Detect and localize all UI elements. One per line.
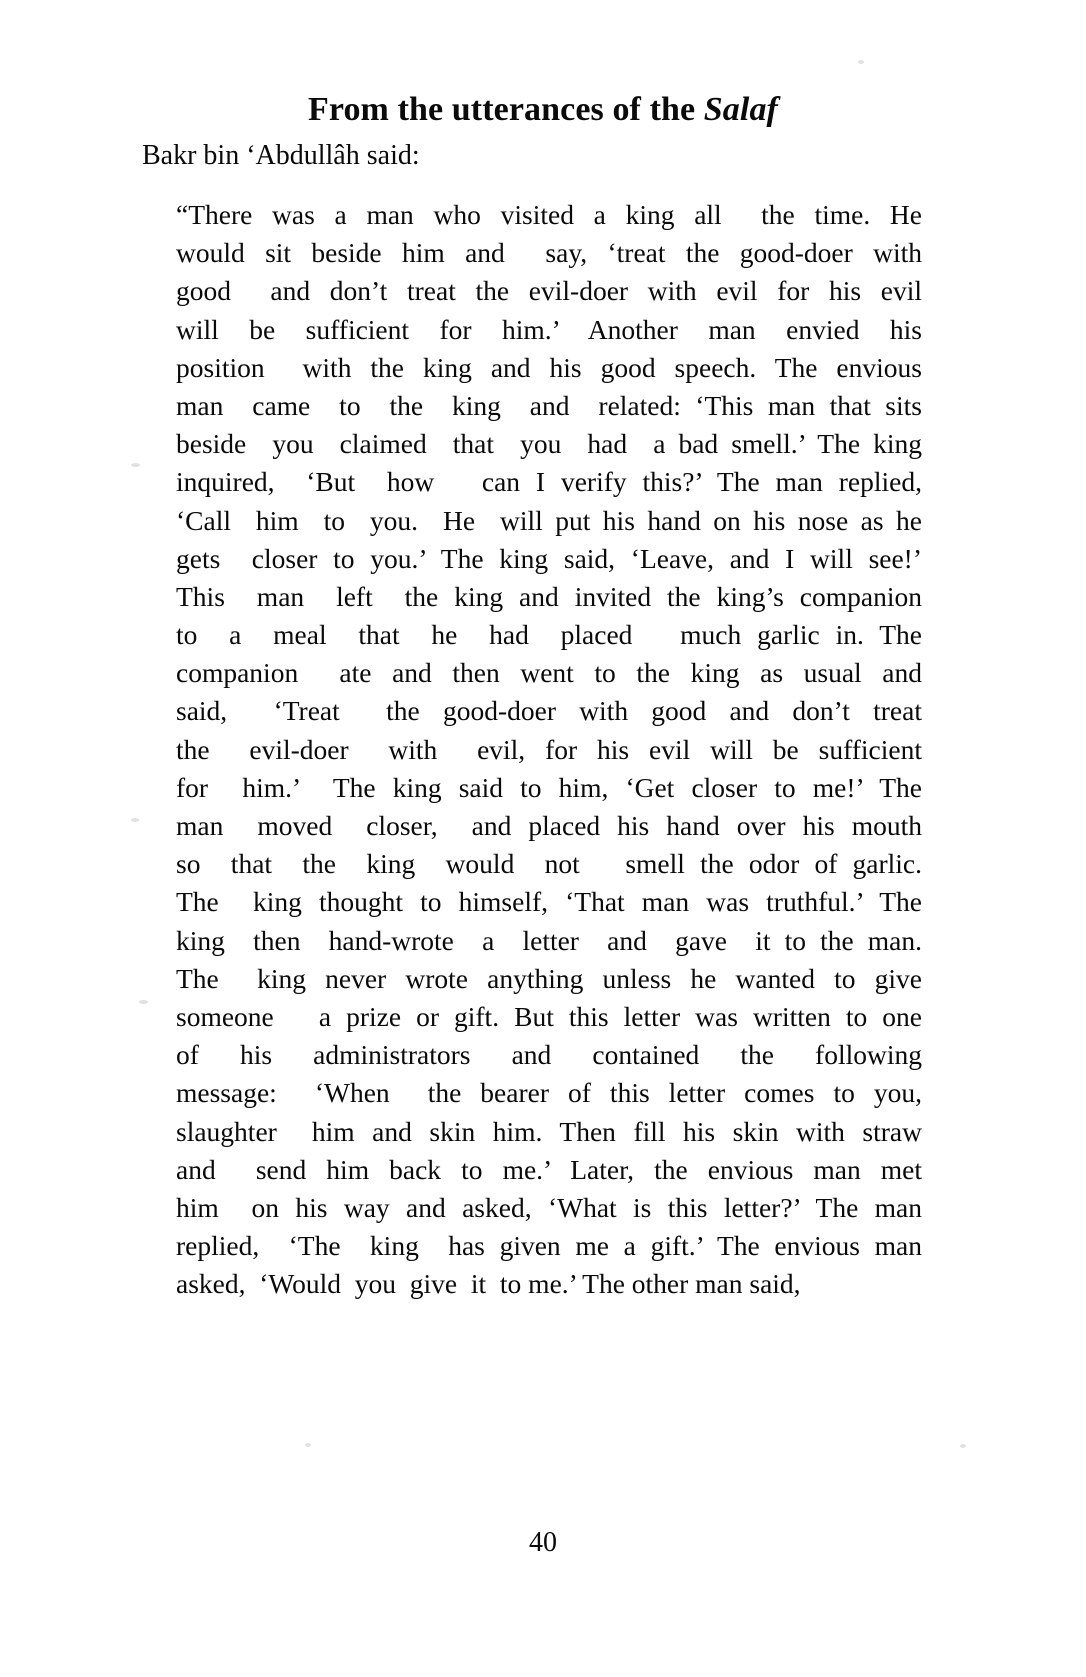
body-line: replied, ‘The king has given me a gift.’ The envious man xyxy=(176,1230,922,1262)
body-line: slaughter him and skin him. Then fill his skin with straw xyxy=(176,1115,922,1147)
body-line: message: ‘When the bearer of this letter comes to you, xyxy=(176,1077,922,1109)
body-line: gets closer to you.’ The king said, ‘Leave, and I will see!’ xyxy=(176,542,922,574)
body-line: of his administrators and contained the following xyxy=(176,1039,922,1071)
body-line: man moved closer, and placed his hand over his mouth xyxy=(176,810,922,841)
scan-speck xyxy=(139,1000,148,1004)
scan-speck xyxy=(305,1443,311,1447)
body-line: good and don’t treat the evil-doer with evil for his evil xyxy=(176,275,922,307)
body-line: ‘Call him to you. He will put his hand on his nose as he xyxy=(176,504,922,536)
scan-speck xyxy=(131,818,139,822)
body-paragraph xyxy=(176,196,922,1303)
body-line: him on his way and asked, ‘What is this letter?’ The man xyxy=(176,1191,922,1223)
body-line: the evil-doer with evil, for his evil will be sufficient xyxy=(176,733,922,765)
scan-speck xyxy=(131,463,140,467)
body-line: so that the king would not smell the odor of garlic. xyxy=(176,848,922,880)
body-line: “There was a man who visited a king all the time. He xyxy=(176,199,922,230)
body-line: man came to the king and related: ‘This man that sits xyxy=(176,389,922,421)
body-line: would sit beside him and say, ‘treat the good-doer with xyxy=(176,237,922,269)
body-line: someone a prize or gift. But this letter was written to one xyxy=(176,1000,922,1032)
body-line: king then hand-wrote a letter and gave it to the man. xyxy=(176,924,922,956)
page-number: 40 xyxy=(529,1527,557,1558)
scan-speck xyxy=(960,1444,966,1448)
body-line: to a meal that he had placed much garlic in. The xyxy=(176,619,922,651)
body-line: The king thought to himself, ‘That man was truthful.’ The xyxy=(176,886,922,918)
body-line: beside you claimed that you had a bad smell.’ The king xyxy=(176,428,922,460)
page-title xyxy=(0,91,1086,129)
body-line: and send him back to me.’ Later, the envious man met xyxy=(176,1153,922,1185)
body-line: for him.’ The king said to him, ‘Get closer to me!’ The xyxy=(176,771,922,803)
body-line: said, ‘Treat the good-doer with good and don’t treat xyxy=(176,695,922,727)
body-line: asked, ‘Would you give it to me.’ The other man said, xyxy=(176,1268,801,1300)
page-title-emphasis: Salaf xyxy=(703,90,778,128)
scan-speck xyxy=(858,60,864,64)
body-line: will be sufficient for him.’ Another man envied his xyxy=(176,313,922,345)
body-line: inquired, ‘But how can I verify this?’ The man replied, xyxy=(176,466,922,498)
body-line: position with the king and his good speech. The envious xyxy=(176,351,922,383)
body-line: This man left the king and invited the king’s companion xyxy=(176,580,922,612)
attribution-line: Bakr bin ‘Abdullâh said: xyxy=(142,140,420,171)
page-title-prefix: From the utterances of the xyxy=(308,90,704,128)
body-line: companion ate and then went to the king as usual and xyxy=(176,657,922,689)
body-line: The king never wrote anything unless he wanted to give xyxy=(176,962,922,994)
